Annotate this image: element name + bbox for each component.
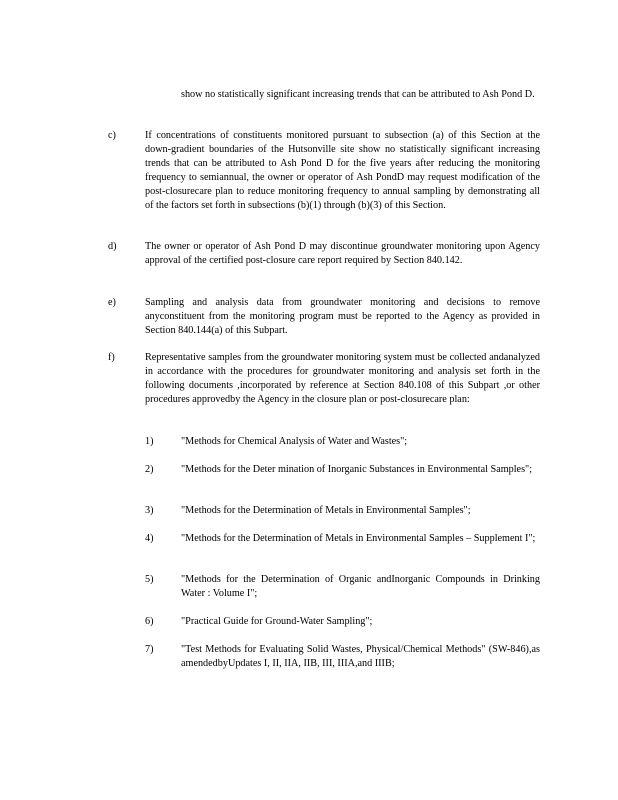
list-item-text: "Methods for the Determination of Metals in Environmental Samples"; [181, 505, 471, 516]
paragraph-c [108, 129, 540, 212]
paragraph-d [108, 240, 540, 268]
paragraph-label: e) [108, 297, 116, 308]
list-item-number: 5) [145, 574, 154, 585]
list-item-number: 3) [145, 505, 154, 516]
list-item-number: 6) [145, 616, 154, 627]
paragraph-label: d) [108, 241, 117, 252]
list-item-number: 1) [145, 436, 154, 447]
paragraph-e [108, 296, 540, 338]
list-item-text: "Methods for the Determination of Organic andInorganic Compounds in Drinking Water : Volume I"; [181, 574, 540, 599]
list-item [145, 504, 540, 518]
list-item-text: "Methods for the Deter mination of Inorganic Substances in Environmental Samples"; [181, 464, 533, 475]
list-item-number: 2) [145, 464, 154, 475]
list-item [145, 573, 540, 601]
list-item [145, 643, 540, 671]
paragraph-text: Representative samples from the groundwater monitoring system must be collected andanalyzed in accordance with the procedures for groundwater monitoring and analysis set forth in the following documents ,incorporated by reference at Section 840.108 of this Subpart ,or other procedures approvedby the Agency in the closure plan or post-closurecare plan: [145, 352, 540, 405]
list-item-text: "Practical Guide for Ground-Water Sampling"; [181, 616, 373, 627]
paragraph-f [108, 351, 540, 407]
list-item [145, 532, 540, 546]
paragraph-text: The owner or operator of Ash Pond D may discontinue groundwater monitoring upon Agency approval of the certified post-closure care report required by Section 840.142. [145, 241, 540, 266]
list-item-text: "Test Methods for Evaluating Solid Wastes, Physical/Chemical Methods" (SW-846),as amendedbyUpdates I, II, IIA, IIB, III, IIIA,and IIIB; [181, 644, 540, 669]
list-item [145, 463, 540, 477]
list-item [145, 615, 540, 629]
list-item-text: "Methods for the Determination of Metals in Environmental Samples – Supplement I"; [181, 533, 536, 544]
list-item-text: "Methods for Chemical Analysis of Water and Wastes"; [181, 436, 408, 447]
list-item-number: 4) [145, 533, 154, 544]
paragraph-text: If concentrations of constituents monitored pursuant to subsection (a) of this Section at the down-gradient boundaries of the Hutsonville site show no statistically significant increasing trends that can be attributed to Ash Pond D for the five years after reducing the monitoring frequency to semiannual, the owner or operator of Ash PondD may request modification of the post-closurecare plan to reduce monitoring frequency to annual sampling by demonstrating all of the factors set forth in subsections (b)(1) through (b)(3) of this Section. [145, 130, 540, 211]
list-item [145, 435, 540, 449]
list-item-number: 7) [145, 644, 154, 655]
paragraph-label: c) [108, 130, 116, 141]
paragraph-text: Sampling and analysis data from groundwater monitoring and decisions to remove anyconstituent from the monitoring program must be reported to the Agency as provided in Section 840.144(a) of this Subpart. [145, 297, 540, 336]
continuation-text: show no statistically significant increasing trends that can be attributed to Ash Pond D. [181, 89, 535, 100]
paragraph-label: f) [108, 352, 115, 363]
